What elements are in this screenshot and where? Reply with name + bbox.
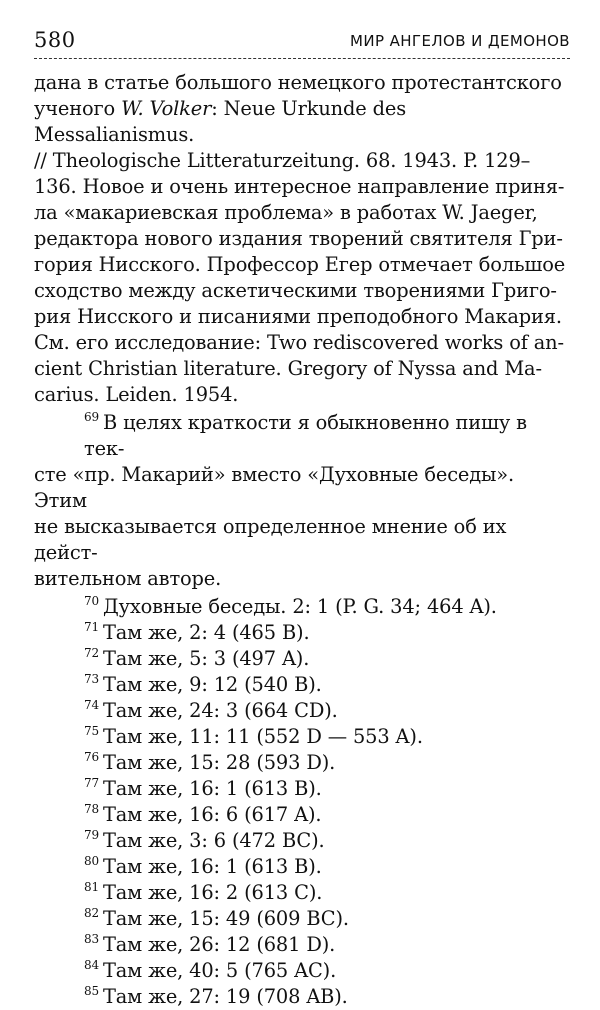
footnote-text: Там же, 16: 1 (613 B).: [102, 855, 322, 878]
footnote-number: 73: [84, 671, 99, 686]
footnote-text: Там же, 26: 12 (681 D).: [102, 933, 336, 956]
footnote-number: 82: [84, 905, 99, 920]
page-header: [34, 26, 570, 59]
footnote-text: Там же, 15: 49 (609 BC).: [102, 907, 349, 930]
footnote-number: 70: [84, 593, 99, 608]
text-line: ла «макариевская проблема» в работах W. Jaeger,: [34, 201, 538, 224]
footnote-80: [34, 854, 572, 880]
text-line: cient Christian literature. Gregory of Nyssa and Ma-: [34, 357, 542, 380]
footnote-number: 74: [84, 697, 99, 712]
footnote-text: Там же, 16: 2 (613 C).: [102, 881, 323, 904]
footnote-number: 75: [84, 723, 99, 738]
footnote-84: [34, 958, 572, 984]
text-line: не высказывается определенное мнение об их дейст-: [34, 515, 507, 564]
text-line: carius. Leiden. 1954.: [34, 383, 239, 406]
footnote-text: Там же, 16: 1 (613 B).: [102, 777, 322, 800]
footnote-number: 78: [84, 801, 99, 816]
footnote-number: 81: [84, 879, 99, 894]
running-title: МИР АНГЕЛОВ И ДЕМОНОВ: [350, 32, 570, 50]
footnote-79: [34, 828, 572, 854]
footnote-76: [34, 750, 572, 776]
text-line: сходство между аскетическими творениями Григо-: [34, 279, 557, 302]
text-line: редактора нового издания творений святителя Гри-: [34, 227, 563, 250]
footnote-82: [34, 906, 572, 932]
text-line: См. его исследование: Two rediscovered works of an-: [34, 331, 564, 354]
text-line: сте «пр. Макарий» вместо «Духовные беседы». Этим: [34, 463, 515, 512]
text-segment: ученого: [34, 97, 122, 120]
footnote-text: Там же, 2: 4 (465 B).: [102, 621, 310, 644]
footnote-number: 71: [84, 619, 99, 634]
footnote-text: Там же, 24: 3 (664 CD).: [102, 699, 338, 722]
footnote-number: 84: [84, 957, 99, 972]
footnote-75: [34, 724, 572, 750]
footnote-78: [34, 802, 572, 828]
footnote-text: Там же, 40: 5 (765 AC).: [102, 959, 337, 982]
footnote-text: Там же, 27: 19 (708 AB).: [102, 985, 348, 1008]
footnote-list: [34, 594, 572, 1010]
footnote-77: [34, 776, 572, 802]
page-body: [34, 70, 572, 1010]
footnote-71: [34, 620, 572, 646]
text-line: [34, 96, 572, 148]
footnote-number: 80: [84, 853, 99, 868]
footnote-text: Духовные беседы. 2: 1 (P. G. 34; 464 A).: [102, 595, 497, 618]
footnote-number: 76: [84, 749, 99, 764]
footnote-81: [34, 880, 572, 906]
text-line: дана в статье большого немецкого протестантского: [34, 71, 562, 94]
footnote-68-continuation: [34, 70, 572, 408]
author-name-italic: W. Volker: [121, 97, 212, 120]
text-line: гория Нисского. Профессор Егер отмечает большое: [34, 253, 566, 276]
footnote-72: [34, 646, 572, 672]
footnote-number: 83: [84, 931, 99, 946]
footnote-number: 79: [84, 827, 99, 842]
footnote-text: Там же, 5: 3 (497 A).: [102, 647, 310, 670]
footnote-text: Там же, 16: 6 (617 A).: [102, 803, 322, 826]
footnote-number: 77: [84, 775, 99, 790]
text-segment: : Neue Urkunde des Messalianismus.: [34, 97, 407, 146]
text-line: // Theologische Litteraturzeitung. 68. 1943. P. 129–: [34, 149, 531, 172]
footnote-number: 69: [84, 409, 99, 424]
text-line: 136. Новое и очень интересное направление приня-: [34, 175, 565, 198]
footnote-text: Там же, 11: 11 (552 D — 553 A).: [102, 725, 423, 748]
footnote-74: [34, 698, 572, 724]
page-number: 580: [34, 28, 76, 52]
footnote-69: [34, 410, 572, 592]
text-line: рия Нисского и писаниями преподобного Макария.: [34, 305, 562, 328]
footnote-text: Там же, 15: 28 (593 D).: [102, 751, 336, 774]
footnote-85: [34, 984, 572, 1010]
footnote-text: Там же, 9: 12 (540 B).: [102, 673, 322, 696]
footnote-70: [34, 594, 572, 620]
text-line: [34, 410, 572, 462]
footnote-83: [34, 932, 572, 958]
text-segment: В целях краткости я обыкновенно пишу в тек-: [84, 411, 527, 460]
text-line: вительном авторе.: [34, 567, 222, 590]
footnote-73: [34, 672, 572, 698]
footnote-number: 72: [84, 645, 99, 660]
footnote-text: Там же, 3: 6 (472 BC).: [102, 829, 325, 852]
footnote-number: 85: [84, 983, 99, 998]
